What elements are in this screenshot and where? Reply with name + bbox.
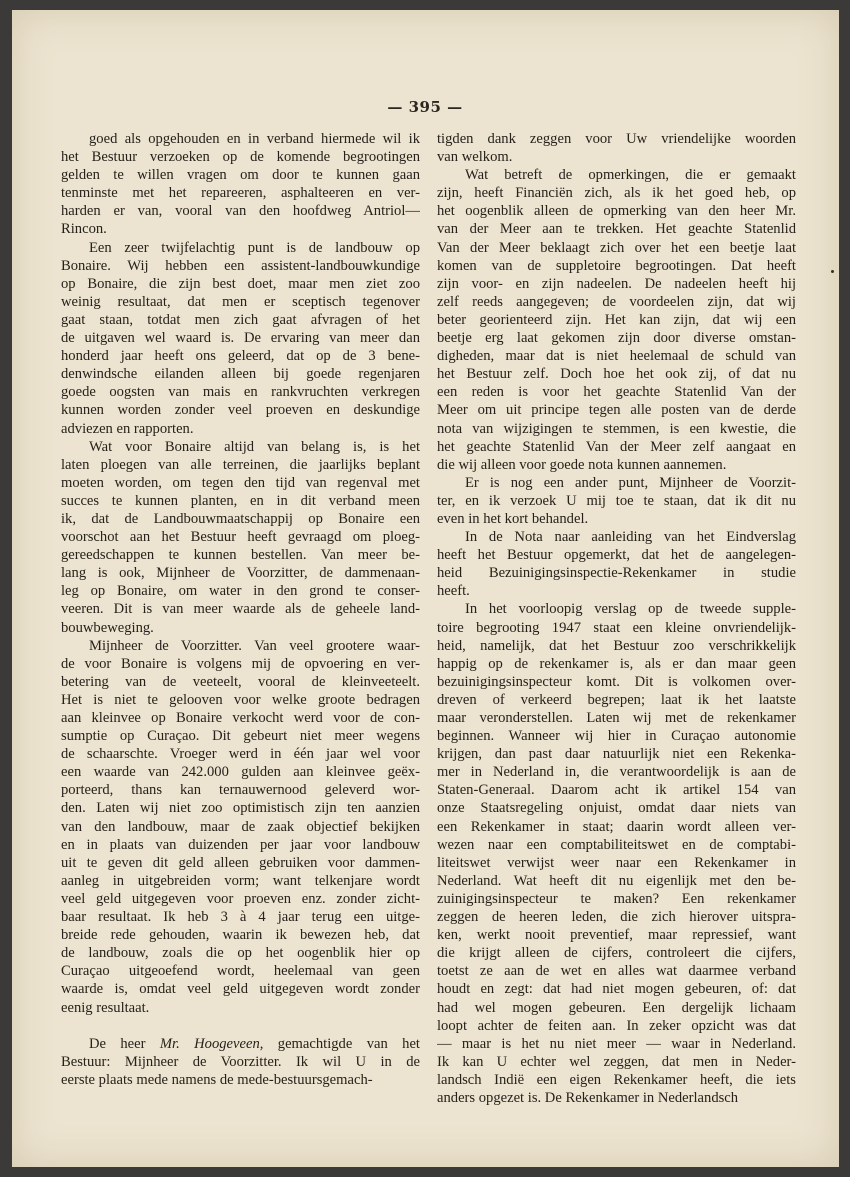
text-line: van welkom. [437,149,513,166]
paragraph [61,239,420,438]
text-line: Wat betreft de opmerkingen, die er gemaakt [465,167,796,184]
text-line: die krijgt alleen de cijfers, controleert die cijfers, [437,945,796,962]
text-line: betering van de veeteelt, vooral de kleinveeteelt. [61,673,420,690]
text-line: zelf reeds aangegeven; de voordeelen zijn, dat wij [437,293,796,310]
text-line: aanleg in uitgebreiden vorm; want telkenjare wordt [61,872,420,889]
text-line: Ik kan U echter wel zeggen, dat men in Neder- [437,1053,796,1070]
text-line: leg op Bonaire, om water in den grond te conser- [61,583,420,600]
text-line: van der Meer aan te trekken. Het geachte Statenlid [437,221,796,238]
speaker-suffix: gemachtigde van het [263,1035,420,1052]
text-line: onze Staatsregeling onjuist, omdat daar niets van [437,800,796,817]
paragraph [61,438,420,637]
text-line: goed als opgehouden en in verband hiermede wil ik [89,131,420,147]
text-line: gaat staan, totdat men zich gaat afvragen of het [61,311,420,328]
text-line: gereedschappen te kunnen bestellen. Van meer be- [61,547,420,564]
text-line: harden er van, vooral van den hoofdweg Antriol— [61,203,420,220]
text-line: waarde is, omdat veel geld uitgegeven wordt zonder [61,981,420,998]
text-line: Nederland. Wat heeft dit nu eigenlijk met den be- [437,872,796,889]
text-line: In het voorloopig verslag op de tweede supple- [465,601,796,618]
text-line: sumptie op Curaçao. Dit gebeurt niet meer wegens [61,728,420,745]
text-line: honderd jaar heeft ons geleerd, dat op de 3 bene- [61,348,420,365]
text-line: goede oogsten van mais en rankvruchten verkregen [61,384,420,401]
paragraph [437,600,796,1107]
text-line: de voor Bonaire is volgens mij de opvoering en ver- [61,655,420,672]
paragraph [61,1035,420,1089]
text-line: van den landbouw, maar de zaak objectief bekijken [61,818,420,835]
text-line: landsch Indië een eigen Rekenkamer heeft, die iets [437,1071,796,1088]
text-line: — maar is het nu niet meer — waar in Nederland. [437,1035,796,1052]
paragraph [437,130,796,166]
text-line: den. Laten wij niet zoo optimistisch zijn ten aanzien [61,800,420,817]
text-line: beetje erg laat gekomen zijn door diverse omstan- [437,330,796,347]
text-line: Wat voor Bonaire altijd van belang is, is het [89,438,420,455]
text-line: In de Nota naar aanleiding van het Eindverslag [465,529,796,546]
text-line: aan kleinvee op Bonaire verkocht werd voor de con- [61,710,420,726]
text-line: een waarde van 242.000 gulden aan kleinvee geëx- [61,764,420,781]
page-number: — 395 — [387,98,463,116]
text-line: gelden te willen vragen om door te kunnen gaan [61,167,420,184]
paragraph [61,130,420,239]
text-line: digheden, maar dat is niet heelemaal de schuld van [437,348,796,365]
text-line: het oogenblik alleen de opmerking van den heer Mr. [437,203,796,220]
text-line: beter georienteerd zijn. Het kan zijn, dat wij een [437,311,796,328]
speck-mark [831,270,834,273]
text-line: nota van wijzigingen te stemmen, is een kwestie, die [437,420,796,437]
text-line: de landbouw, zoals die op het oogenblik hier op [61,945,420,962]
text-line: houdt en zegt: dat had niet mogen gebeuren, of: dat [437,981,796,998]
text-line: Bestuur: Mijnheer de Voorzitter. Ik wil U in de [61,1053,420,1070]
text-line: een reden is voor het geachte Statenlid Van der [437,384,796,401]
text-line: ken, werkt nooit preventief, maar repressief, want [437,927,796,944]
text-line: Bonaire. Wij hebben een assistent-landbouwkundige [61,257,420,274]
text-line: Er is nog een ander punt, Mijnheer de Voorzit- [465,474,796,491]
text-line: de uitgaven wel waard is. De ervaring van meer dan [61,330,420,347]
speaker-name: Mr. Hoogeveen, [159,1035,264,1052]
text-line: wezen naar een comptabiliteitswet en de comptabi- [437,836,796,853]
text-line: beginnen. Wanneer wij hier in Curaçao autonomie [437,728,796,745]
text-line: bouwbeweging. [61,619,154,636]
paragraph [61,637,420,1017]
paragraph [437,166,796,474]
text-line: eerste plaats mede namens de mede-bestuursgemach- [61,1071,373,1088]
text-line: komen van de suppletoire begrootingen. Dat heeft [437,257,796,274]
text-line: heeft. [437,583,470,600]
text-line: zuinigingsinspecteur te maken? Een rekenkamer [437,890,796,907]
text-line: het geachte Statenlid Van der Meer zelf aangaat en [437,438,796,455]
right-column [437,130,796,1107]
text-line: happig op de rekenkamer is, als er dan maar geen [437,655,796,672]
text-line: denwindsche eilanden alleen bij goede regenjaren [61,366,420,383]
text-line: zeggen de heeren leden, die zich hierover uitspra- [437,909,796,926]
text-line: een Rekenkamer in staat; daarin wordt alleen ver- [437,818,796,835]
text-line: Mijnheer de Voorzitter. Van veel grootere waar- [89,637,420,654]
text-line: heid Bezuinigingsinspectie-Rekenkamer in studie [437,565,796,582]
text-line: laten ploegen van alle terreinen, die jaarlijks beplant [61,456,420,473]
text-line: Een zeer twijfelachtig punt is de landbouw op [89,239,420,256]
text-line: Rincon. [61,221,107,238]
text-line: kunnen worden zonder veel proeven en deskundige [61,402,420,419]
text-line: veel geld uitgegeven voor proeven enz. zonder zicht- [61,890,420,907]
text-line: had wel mogen gebeuren. Een dergelijk lichaam [437,999,796,1016]
text-line: krijgen, dan past daar natuurlijk niet een Rekenka- [437,746,796,763]
text-line: Staten-Generaal. Daarom acht ik artikel 154 van [437,782,796,799]
text-line: Van der Meer beklaagt zich over het een beetje laat [437,239,796,256]
text-line: moeten worden, om tegen den tijd van regenval met [61,474,420,491]
text-line: ter, en ik verzoek U mij toe te staan, dat ik dit nu [437,492,796,509]
text-line: Het is niet te gelooven voor welke groote bedragen [61,691,420,708]
text-line: op Bonaire, die zijn best doet, maar men ziet zoo [61,275,420,292]
text-line: Meer om uit principe tegen alle posten van de derde [437,402,796,419]
text-line: eenig resultaat. [61,999,150,1016]
paragraph [437,474,796,528]
text-line: die wij alleen voor goede nota kunnen aannemen. [437,456,727,473]
text-line: anders opgezet is. De Rekenkamer in Nederlandsch [437,1089,739,1106]
text-line: het Bestuur verzoeken op de komende begrootingen [61,149,420,166]
text-line: heeft het Bestuur opgemerkt, dat het de aangelegen- [437,547,796,564]
text-line: tenminste met het repareeren, asphalteeren en ver- [61,185,420,202]
text-line: zijn, heeft Financiën zich, als ik het goed heb, op [437,185,796,202]
text-line: breide rede gehouden, waarin ik bewezen heb, dat [61,927,420,944]
text-line: de schaarschte. Vroeger werd in één jaar wel voor [61,746,420,763]
paragraph-gap [61,1017,420,1035]
text-line: tigden dank zeggen voor Uw vriendelijke woorden [437,131,796,147]
text-line: baar resultaat. Ik heb 3 à 4 jaar terug een uitge- [61,909,420,926]
speaker-line [61,1035,420,1053]
text-line: uit te geven dit geld alleen gebruiken voor dammen- [61,854,420,871]
text-line: weinig resultaat, dat men er sceptisch tegenover [61,293,420,310]
text-line: bezuinigingsinspecteur komt. Dit is volkomen over- [437,673,796,690]
text-line: porteerd, thans kan ternauwernood geleverd wor- [61,782,420,799]
text-line: mer in Nederland in, die verantwoordelijk is aan de [437,764,796,781]
text-line: Curaçao uitgeoefend wordt, heelemaal van geen [61,963,420,980]
text-line: zijn voor- en zijn nadeelen. De nadeelen heeft hij [437,275,796,292]
text-line: toetst ze aan de wet en alles wat daarmee verband [437,963,796,980]
text-line: lang is ook, Mijnheer de Voorzitter, de dammenaan- [61,565,420,582]
text-line: heid, namelijk, dat het Bestuur zoo verschrikkelijk [437,637,796,654]
text-line: maar veronderstellen. Laten wij met de rekenkamer [437,710,796,726]
text-line: het Bestuur zelf. Doch hoe het ook zij, of dat nu [437,366,796,383]
text-line: liteitswet verwijst weer naar een Rekenkamer in [437,854,796,871]
text-line: loopt achter de feiten aan. In zeker opzicht was dat [437,1017,796,1034]
text-line: toire begrooting 1947 staat een kleine onvriendelijk- [437,619,796,636]
text-line: even in het kort behandel. [437,510,589,527]
text-line: succes te kunnen planten, en in dit verband meen [61,492,420,509]
text-line: adviezen en rapporten. [61,420,194,437]
speaker-prefix: De heer [89,1035,160,1052]
text-line: en in plaats van duizenden per jaar voor landbouw [61,836,420,853]
text-line: dreven of verkeerd begrepen; laat ik het laatste [437,691,796,708]
text-line: ik, dat de Landbouwmaatschappij op Bonaire een [61,510,420,527]
left-column [61,130,420,1089]
text-line: voorschot aan het Bestuur heeft gevraagd om ploeg- [61,529,420,546]
text-line: veeren. Dit is van meer waarde als de geheele land- [61,601,420,618]
paragraph [437,528,796,600]
